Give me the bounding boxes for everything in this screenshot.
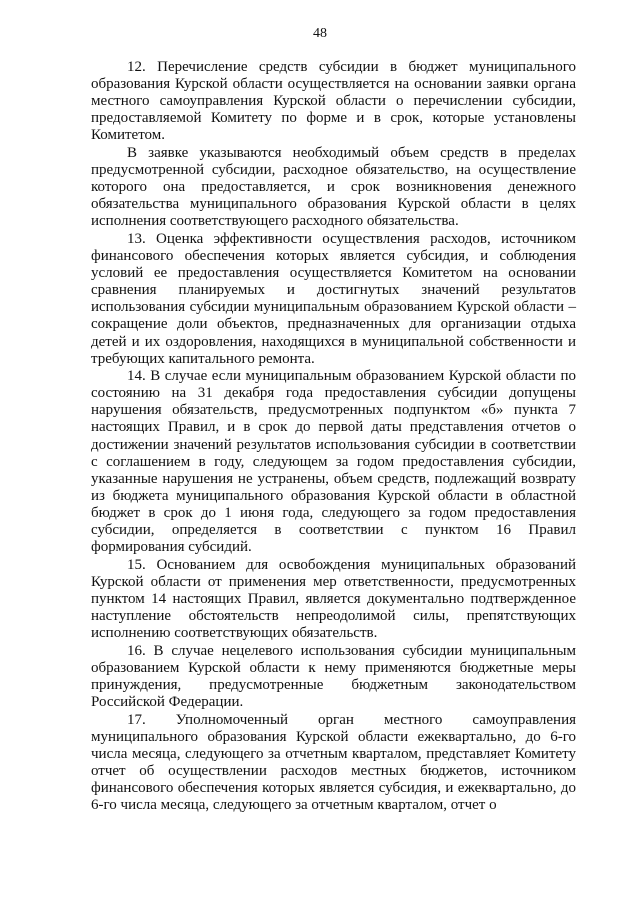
paragraph-17: 17. Уполномоченный орган местного самоуправления муниципального образования Курской области ежеквартально, до 6-го числа месяца, следующего за отчетным кварталом, представляет Комитету отчет об осуществлении расходов местных бюджетов, источником финансового обеспечения которых является субсидия, и ежеквартально, до 6-го числа месяца, следующего за отчетным кварталом, отчет о	[91, 711, 576, 814]
paragraph-request-details: В заявке указываются необходимый объем средств в пределах предусмотренной субсидии, расходное обязательство, на осуществление которого она предоставляется, и срок возникновения денежного обязательства муниципального образования Курской области в целях исполнения соответствующего расходного обязательства.	[91, 144, 576, 230]
paragraph-13: 13. Оценка эффективности осуществления расходов, источником финансового обеспечения которых является субсидия, и соблюдения условий ее предоставления осуществляется Комитетом на основании сравнения планируемых и достигнутых значений результатов использования субсидии муниципальным образованием Курской области – сокращение доли объектов, предназначенных для организации отдыха детей и их оздоровления, находящихся в муниципальной собственности и требующих капитального ремонта.	[91, 230, 576, 367]
paragraph-16: 16. В случае нецелевого использования субсидии муниципальным образованием Курской области к нему применяются бюджетные меры принуждения, предусмотренные бюджетным законодательством Российской Федерации.	[91, 642, 576, 710]
document-body	[91, 59, 576, 815]
paragraph-14: 14. В случае если муниципальным образованием Курской области по состоянию на 31 декабря года предоставления субсидии допущены нарушения обязательств, предусмотренных подпунктом «б» пункта 7 настоящих Правил, и в срок до первой даты представления отчетов о достижении значений результатов использования субсидии в соответствии с соглашением в году, следующем за годом предоставления субсидии, указанные нарушения не устранены, объем средств, подлежащий возврату из бюджета муниципального образования Курской области в областной бюджет в срок до 1 июня года, следующего за годом предоставления субсидии, определяется в соответствии с пунктом 16 Правил формирования субсидий.	[91, 368, 576, 556]
paragraph-12: 12. Перечисление средств субсидии в бюджет муниципального образования Курской области осуществляется на основании заявки органа местного самоуправления Курской области о перечислении субсидии, предоставляемой Комитету по форме и в срок, которые установлены Комитетом.	[91, 59, 576, 144]
page-number: 48	[313, 26, 327, 41]
paragraph-15: 15. Основанием для освобождения муниципальных образований Курской области от применения мер ответственности, предусмотренных пунктом 14 настоящих Правил, является документально подтвержденное наступление обстоятельств непреодолимой силы, препятствующих исполнению соответствующих обязательств.	[91, 556, 576, 642]
